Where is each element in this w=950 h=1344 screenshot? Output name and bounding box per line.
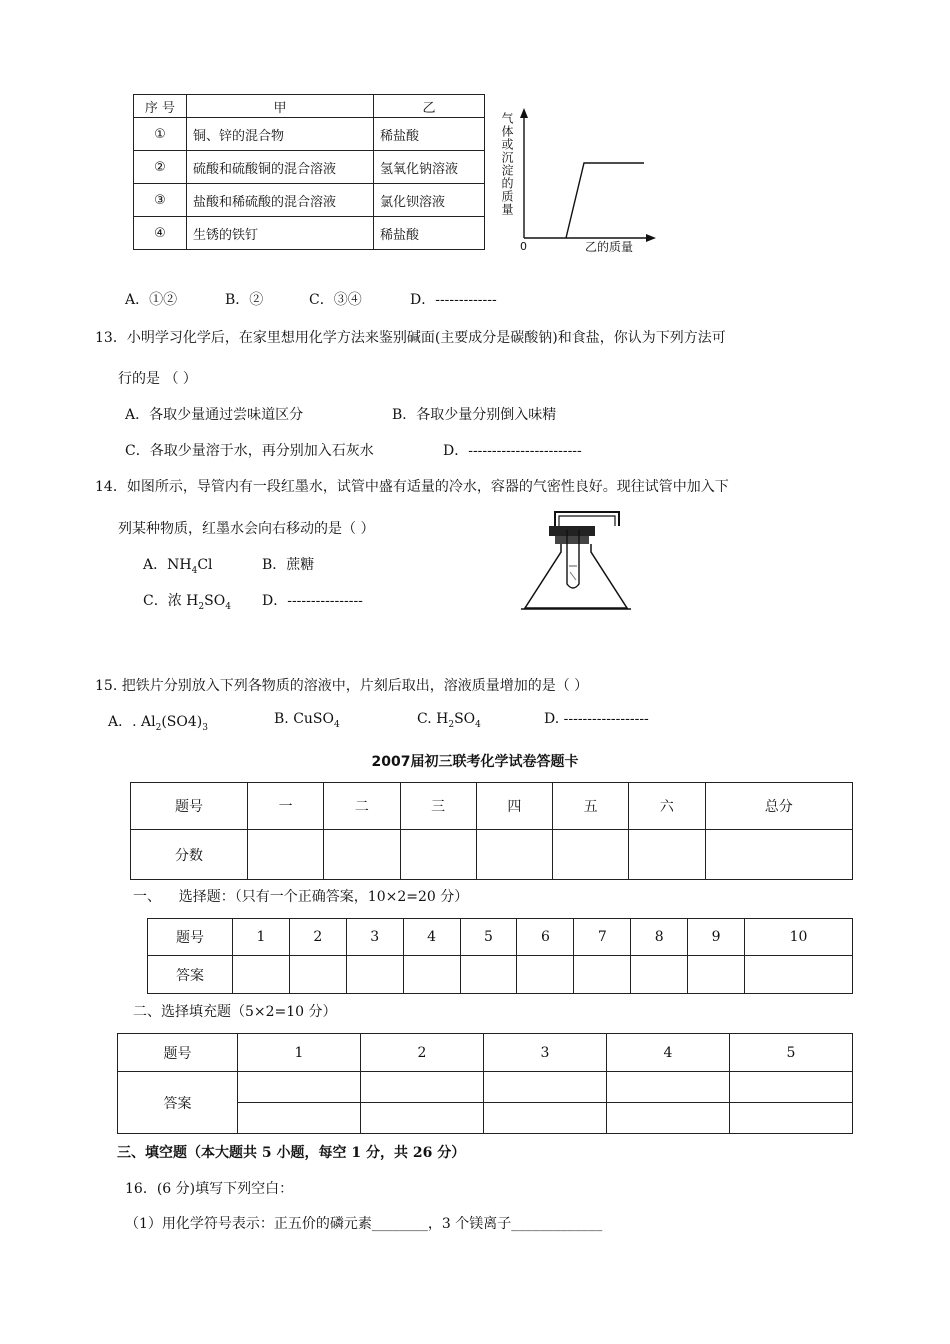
answer-cell[interactable] <box>403 956 460 994</box>
section2-heading: 二、选择填充题（5×2=10 分） <box>133 1004 337 1020</box>
answer-cell[interactable] <box>574 956 631 994</box>
table-row <box>131 783 853 830</box>
q15-option-a: A．. $Al_2(SO4)_3$ <box>108 714 208 733</box>
answer-cell[interactable] <box>238 1072 361 1103</box>
section3-heading: 三、填空题（本大题共 5 小题，每空 1 分，共 26 分） <box>117 1145 466 1161</box>
number-cell: 3 <box>346 919 403 956</box>
y-axis-arrow <box>520 108 528 118</box>
number-cell: 4 <box>607 1034 730 1072</box>
header-cell: 甲 <box>187 95 374 118</box>
q13-option-c: C．各取少量溶于水，再分别加入石灰水 <box>125 443 374 459</box>
cell-a: 铜、锌的混合物 <box>187 118 374 151</box>
row-label: 分数 <box>131 830 248 880</box>
answer-cell[interactable] <box>460 956 517 994</box>
cell-no: ② <box>134 151 187 184</box>
score-cell[interactable] <box>248 830 324 880</box>
header-cell: 乙 <box>374 95 485 118</box>
cell-b: 氢氧化钠溶液 <box>374 151 485 184</box>
answer-cell[interactable] <box>361 1103 484 1134</box>
q16-line2: （1）用化学符号表示：正五价的磷元素________，3 个镁离子_____________ <box>125 1216 603 1232</box>
q14-option-b: B．蔗糖 <box>262 557 315 573</box>
cell-a: 生锈的铁钉 <box>187 217 374 250</box>
header-cell: 序 号 <box>134 95 187 118</box>
q13-line1: 13．小明学习化学后，在家里想用化学方法来鉴别碱面(主要成分是碳酸钠)和食盐，你认为下列方法可 <box>95 330 726 346</box>
header-cell: 题号 <box>131 783 248 830</box>
number-cell: 1 <box>238 1034 361 1072</box>
answer-cell[interactable] <box>607 1072 730 1103</box>
q16-line1: 16．(6 分)填写下列空白： <box>125 1181 294 1197</box>
answer-card-title: 2007届初三联考化学试卷答题卡 <box>371 754 579 770</box>
answer-cell[interactable] <box>607 1103 730 1134</box>
score-cell[interactable] <box>705 830 853 880</box>
cell-b: 稀盐酸 <box>374 118 485 151</box>
number-cell: 7 <box>574 919 631 956</box>
q15-option-d: D. ------------------ <box>544 711 649 727</box>
answer-cell[interactable] <box>238 1103 361 1134</box>
q15-option-c: C. $H_2SO_4$ <box>417 711 481 730</box>
q15-line1: 15. 把铁片分别放入下列各物质的溶液中，片刻后取出，溶液质量增加的是（ ） <box>95 678 589 694</box>
cell-b: 氯化钡溶液 <box>374 184 485 217</box>
number-cell: 5 <box>730 1034 853 1072</box>
graph-origin: 0 <box>520 240 527 253</box>
q14-line1: 14．如图所示，导管内有一段红墨水，试管中盛有适量的冷水，容器的气密性良好。现往试管中加入下 <box>95 479 729 495</box>
graph-ylabel: 气体或沉淀的质量 <box>500 112 514 216</box>
number-cell: 2 <box>361 1034 484 1072</box>
q15-option-b: B. CuSO$_4$ <box>274 711 340 730</box>
score-cell[interactable] <box>629 830 705 880</box>
header-cell: 五 <box>553 783 629 830</box>
header-cell: 一 <box>248 783 324 830</box>
header-cell: 六 <box>629 783 705 830</box>
answer-cell[interactable] <box>631 956 688 994</box>
header-cell: 总分 <box>705 783 853 830</box>
answer-cell[interactable] <box>484 1103 607 1134</box>
header-cell: 四 <box>476 783 552 830</box>
table-row <box>131 830 853 880</box>
q13-line2: 行的是 （ ） <box>118 371 197 387</box>
number-cell: 8 <box>631 919 688 956</box>
cell-a: 硫酸和硫酸铜的混合溶液 <box>187 151 374 184</box>
table-row <box>118 1072 853 1103</box>
number-cell: 3 <box>484 1034 607 1072</box>
cell-b: 稀盐酸 <box>374 217 485 250</box>
score-cell[interactable] <box>324 830 400 880</box>
table-row <box>134 118 485 151</box>
answer-cell[interactable] <box>517 956 574 994</box>
score-cell[interactable] <box>400 830 476 880</box>
answer-cell[interactable] <box>730 1103 853 1134</box>
answer-cell[interactable] <box>289 956 346 994</box>
row-label: 答案 <box>118 1072 238 1134</box>
table-row <box>134 95 485 118</box>
q14-option-c: C．浓 $H_2SO_4$ <box>143 593 231 612</box>
row-label: 答案 <box>148 956 233 994</box>
table-row <box>134 151 485 184</box>
score-cell[interactable] <box>553 830 629 880</box>
table-row <box>118 1034 853 1072</box>
q13-option-b: B．各取少量分别倒入味精 <box>392 407 557 423</box>
select-answer-table <box>147 918 853 994</box>
q13-option-a: A．各取少量通过尝味道区分 <box>125 407 304 423</box>
table-row <box>134 184 485 217</box>
q14-option-d: D．---------------- <box>262 593 363 609</box>
table-row <box>134 217 485 250</box>
section1-heading: 一、 选择题：（只有一个正确答案，10×2=20 分） <box>133 889 469 905</box>
q14-line2: 列某种物质，红墨水会向右移动的是（ ） <box>118 521 375 537</box>
cell-no: ③ <box>134 184 187 217</box>
table-row <box>148 919 853 956</box>
cell-a: 盐酸和稀硫酸的混合溶液 <box>187 184 374 217</box>
answer-cell[interactable] <box>484 1072 607 1103</box>
number-cell: 9 <box>688 919 745 956</box>
x-axis-arrow <box>646 234 656 242</box>
answer-cell[interactable] <box>361 1072 484 1103</box>
q12-option-a: A．①② <box>125 292 178 308</box>
table-row <box>148 956 853 994</box>
fill-answer-table <box>117 1033 853 1134</box>
q13-option-d: D．------------------------ <box>443 443 582 459</box>
answer-cell[interactable] <box>730 1072 853 1103</box>
number-cell: 1 <box>233 919 290 956</box>
header-cell: 题号 <box>148 919 233 956</box>
cell-no: ① <box>134 118 187 151</box>
cell-no: ④ <box>134 217 187 250</box>
answer-cell[interactable] <box>745 956 853 994</box>
answer-cell[interactable] <box>688 956 745 994</box>
number-cell: 2 <box>289 919 346 956</box>
number-cell: 4 <box>403 919 460 956</box>
score-cell[interactable] <box>476 830 552 880</box>
graph-xlabel: 乙的质量 <box>585 240 634 254</box>
header-cell: 二 <box>324 783 400 830</box>
answer-cell[interactable] <box>346 956 403 994</box>
q14-option-a: A．$NH_4Cl$ <box>143 557 213 576</box>
q12-option-d: D．------------- <box>410 292 497 308</box>
header-cell: 题号 <box>118 1034 238 1072</box>
number-cell: 6 <box>517 919 574 956</box>
q12-option-b: B．② <box>225 292 264 308</box>
number-cell: 10 <box>745 919 853 956</box>
header-cell: 三 <box>400 783 476 830</box>
flask-apparatus-icon <box>515 500 645 615</box>
q12-option-c: C．③④ <box>309 292 362 308</box>
graph-line <box>566 163 644 238</box>
q12-table <box>133 94 485 250</box>
answer-cell[interactable] <box>233 956 290 994</box>
number-cell: 5 <box>460 919 517 956</box>
score-table <box>130 782 853 880</box>
